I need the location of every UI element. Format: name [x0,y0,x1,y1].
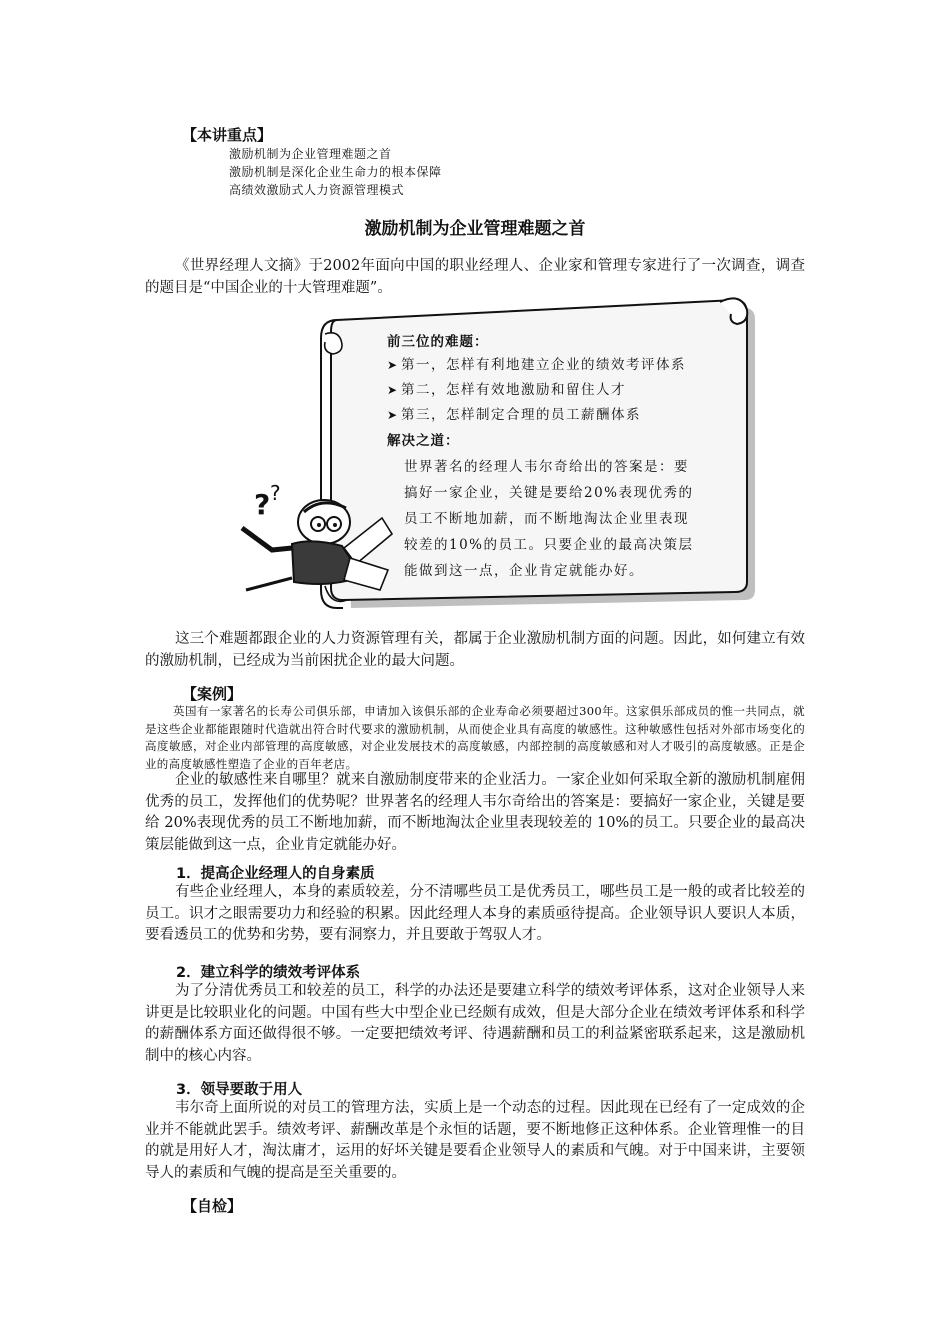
svg-text:?: ? [254,488,271,521]
section-heading: 1．提高企业经理人的自身素质 [176,866,375,882]
svg-text:?: ? [270,481,281,505]
arrow-bullet-icon: ➤ [387,383,399,397]
self-check-heading: 【自检】 [182,1197,243,1215]
case-text: 英国有一家著名的长寿公司俱乐部，申请加入该俱乐部的企业寿命必须要超过300年。这家俱乐部成员的惟一共同点，就是这些企业都能跟随时代造就出符合时代要求的激励机制，从而使企业具有高度的敏感性。这种敏感性包括对外部市场变化的高度敏感，对企业内部管理的高度敏感，对企业发展技术的高度敏感，内部控制的高度敏感和对人才吸引的高度敏感。正是企业的高度敏感性塑造了企业的百年老店。 [145,704,805,771]
arrow-bullet-icon: ➤ [387,408,399,422]
problems-paragraph: 这三个难题都跟企业的人力资源管理有关，都属于企业激励机制方面的问题。因此，如何建立有效的激励机制，已经成为当前困扰企业的最大问题。 [145,631,805,669]
section-heading: 3．领导要敢于用人 [176,1082,303,1098]
thinking-man-illustration [232,478,402,596]
case-heading: 【案例】 [182,685,243,703]
key-point-item: 激励机制为企业管理难题之首 [229,147,392,161]
arrow-bullet-icon: ➤ [387,358,399,372]
scroll-bullet: ➤ 第二，怎样有效地激励和留住人才 [387,382,626,398]
solution-line: 世界著名的经理人韦尔奇给出的答案是：要 [404,459,689,475]
solution-line: 员工不断地加薪，而不断地淘汰企业里表现 [404,511,689,527]
key-points-heading: 【本讲重点】 [182,126,273,144]
key-point-item: 高绩效激励式人力资源管理模式 [229,183,405,197]
solution-line: 搞好一家企业，关键是要给20%表现优秀的 [404,485,694,501]
solution-heading: 解决之道： [387,433,460,449]
key-point-item: 激励机制是深化企业生命力的根本保障 [229,165,442,179]
section-text: 有些企业经理人，本身的素质较差，分不清哪些员工是优秀员工，哪些员工是一般的或者比较差的员工。识才之眼需要功力和经验的积累。因此经理人本身的素质亟待提高。企业领导识人要识人本质，要看透员工的优势和劣势，要有洞察力，并且要敢于驾驭人才。 [145,884,805,943]
vitality-paragraph: 企业的敏感性来自哪里？就来自激励制度带来的企业活力。一家企业如何采取全新的激励机制雇佣优秀的员工，发挥他们的优势呢？世界著名的经理人韦尔奇给出的答案是：要搞好一家企业，关键是要给 20%表现优秀的员工不断地加薪，而不断地淘汰企业里表现较差的 10%的员工。只要企业的最高决策层能做到这一点，企业肯定就能办好。 [145,772,805,853]
section-text: 韦尔奇上面所说的对员工的管理方法，实质上是一个动态的过程。因此现在已经有了一定成效的企业并不能就此罢手。绩效考评、薪酬改革是个永恒的话题，要不断地修正这种体系。企业管理惟一的目的就是用好人才，淘汰庸才，运用的好坏关键是要看企业领导人的素质和气魄。对于中国来讲，主要领导人的素质和气魄的提高是至关重要的。 [145,1100,805,1181]
section-title: 激励机制为企业管理难题之首 [364,219,586,239]
scroll-bullet: ➤ 第一，怎样有利地建立企业的绩效考评体系 [387,357,686,373]
scroll-bullet: ➤ 第三，怎样制定合理的员工薪酬体系 [387,407,641,423]
scroll-top-heading: 前三位的难题： [387,334,489,350]
solution-line: 能做到这一点，企业肯定就能办好。 [404,563,644,579]
intro-paragraph: 《世界经理人文摘》于2002年面向中国的职业经理人、企业家和管理专家进行了一次调查，调查的题目是“中国企业的十大管理难题”。 [145,258,805,296]
solution-line: 较差的10%的员工。只要企业的最高决策层 [404,537,694,553]
section-text: 为了分清优秀员工和较差的员工，科学的办法还是要建立科学的绩效考评体系，这对企业领导人来讲更是比较职业化的问题。中国有些大中型企业已经颇有成效，但是大部分企业在绩效考评体系和科学的薪酬体系方面还做得很不够。一定要把绩效考评、待遇薪酬和员工的利益紧密联系起来，这是激励机制中的核心内容。 [145,983,805,1064]
section-heading: 2．建立科学的绩效考评体系 [176,965,361,981]
